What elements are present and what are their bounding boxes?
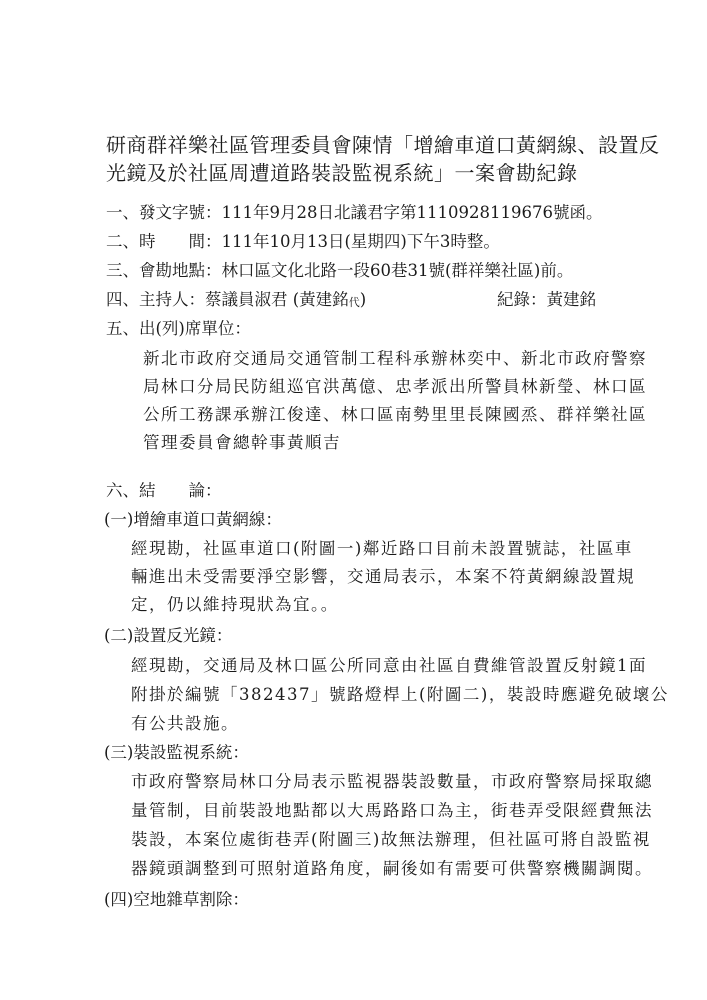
section-line: 定，仍以維持現狀為宜。。 (131, 595, 339, 614)
title-line-2: 光鏡及於社區周遭道路裝設監視系統」一案會勘紀錄 (106, 161, 578, 185)
section-line: 附掛於編號「382437」號路燈桿上(附圖二)，裝設時應避免破壞公 (131, 685, 669, 704)
title-line-1: 研商群祥樂社區管理委員會陳情「增繪車道口黃網線、設置反 (106, 133, 660, 157)
section-line: 量管制，目前裝設地點都以大馬路路口為主，街巷弄受限經費無法 (131, 801, 653, 820)
section-line: 輛進出未受需要淨空影響，交通局表示，本案不符黃網線設置規 (131, 567, 635, 586)
section-line: 經現勘，社區車道口(附圖一)鄰近路口目前未設置號誌，社區車 (131, 539, 633, 558)
host-name: 四、主持人：蔡議員淑君 (黃建銘 (106, 290, 349, 309)
recorder: 紀錄：黃建銘 (497, 290, 596, 309)
section-heading: (四)空地雜草割除： (104, 890, 249, 909)
host (106, 289, 366, 314)
section-line: 器鏡頭調整到可照射道路角度，嗣後如有需要可供警察機關調閱。 (131, 859, 653, 878)
section-line: 經現勘，交通局及林口區公所同意由社區自費維管設置反射鏡1面 (131, 656, 647, 675)
section-line: 有公共設施。 (131, 714, 239, 733)
conclusion-label: 六、結 論： (106, 481, 222, 500)
meeting-location: 三、會勘地點：林口區文化北路一段60巷31號(群祥樂社區)前。 (106, 261, 574, 280)
section-heading: (三)裝設監視系統： (104, 743, 249, 762)
section-heading: (二)設置反光鏡： (104, 626, 233, 645)
attendees-label: 五、出(列)席單位： (106, 319, 251, 338)
section-line: 市政府警察局林口分局表示監視器裝設數量，市政府警察局採取總 (131, 772, 653, 791)
document-number: 一、發文字號：111年9月28日北議君字第1110928119676號函。 (106, 203, 603, 222)
meeting-time: 二、時 間：111年10月13日(星期四)下午3時整。 (106, 232, 500, 251)
host-close: ) (359, 290, 367, 309)
attendees-line: 局林口分局民防組巡官洪萬億、忠孝派出所警員林新瑩、林口區 (143, 377, 647, 396)
attendees-line: 公所工務課承辦江俊達、林口區南勢里里長陳國烝、群祥樂社區 (143, 405, 647, 424)
attendees-line: 管理委員會總幹事黃順吉 (143, 433, 341, 452)
host-proxy-mark: 代 (348, 296, 360, 309)
section-line: 裝設，本案位處街巷弄(附圖三)故無法辦理，但社區可將自設監視 (131, 830, 651, 849)
section-heading: (一)增繪車道口黃網線： (104, 510, 282, 529)
attendees-line: 新北市政府交通局交通管制工程科承辦林奕中、新北市政府警察 (143, 349, 647, 368)
